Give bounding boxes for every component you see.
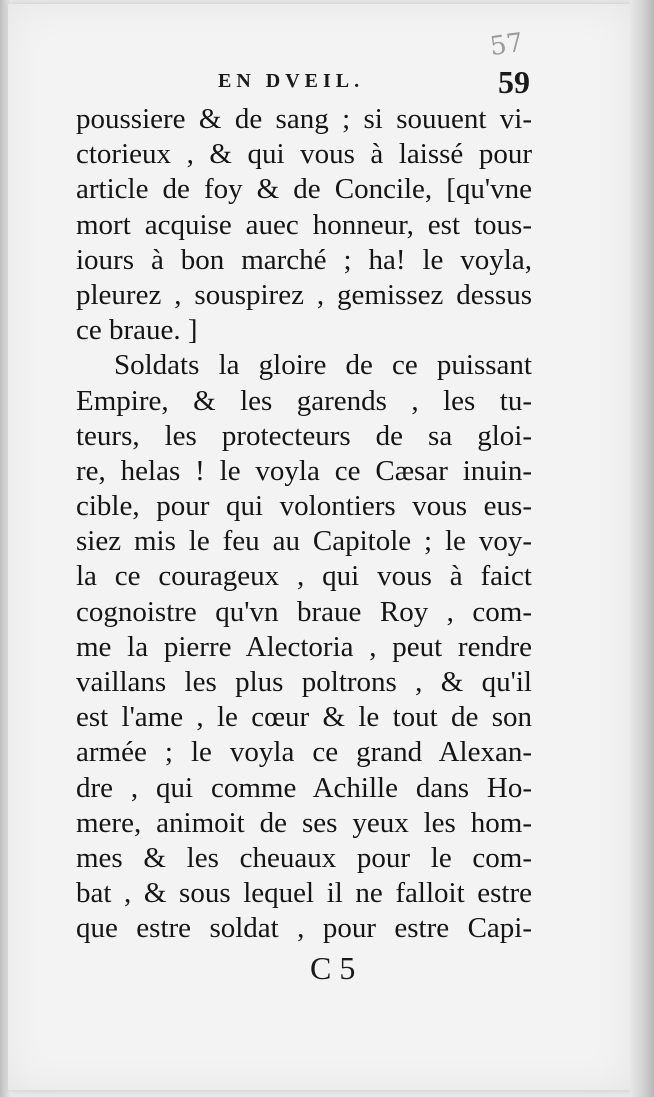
page-number: 59 (498, 64, 530, 100)
text-line: cible, pour qui volontiers vous eus- (76, 490, 532, 523)
text-line: mes & les cheuaux pour le com- (76, 841, 532, 874)
text-line: dre , qui comme Achille dans Ho- (76, 771, 532, 804)
text-line: teurs, les protecteurs de sa gloi- (76, 419, 532, 452)
page-header (78, 64, 538, 104)
text-line: re, helas ! le voyla ce Cæsar inuin- (76, 454, 532, 487)
text-line: cognoistre qu'vn braue Roy , com- (76, 595, 532, 628)
text-line: bat , & sous lequel il ne falloit estre (76, 877, 532, 910)
text-line: est l'ame , le cœur & le tout de son (76, 701, 532, 734)
handwritten-folio-mark: 57 (488, 27, 526, 63)
text-line: siez mis le feu au Capitole ; le voy- (76, 525, 532, 558)
text-line: ctorieux , & qui vous à laissé pour (76, 138, 532, 171)
text-line: ce braue. ] (76, 314, 198, 347)
text-line: armée ; le voyla ce grand Alexan- (76, 736, 532, 769)
text-line: mort acquise auec honneur, est tous- (76, 208, 532, 241)
text-line: Soldats la gloire de ce puissant (114, 349, 532, 382)
text-line: que estre soldat , pour estre Capi- (76, 912, 532, 945)
signature-mark: C 5 (310, 950, 356, 986)
page-edge (630, 0, 654, 1097)
text-line: poussiere & de sang ; si souuent vi- (76, 103, 532, 135)
text-line: pleurez , souspirez , gemissez dessus (76, 278, 532, 311)
text-line: la ce courageux , qui vous à faict (76, 560, 532, 593)
text-line: Empire, & les garends , les tu- (76, 384, 532, 417)
text-line: mere, animoit de ses yeux les hom- (76, 806, 532, 839)
text-line: me la pierre Alectoria , peut rendre (76, 630, 532, 663)
text-line: article de foy & de Concile, [qu'vne (76, 173, 532, 206)
text-line: vaillans les plus poltrons , & qu'il (76, 666, 532, 698)
text-line: iours à bon marché ; ha! le voyla, (76, 243, 532, 276)
running-title: EN DVEIL. (218, 70, 365, 92)
body-text (76, 102, 532, 947)
